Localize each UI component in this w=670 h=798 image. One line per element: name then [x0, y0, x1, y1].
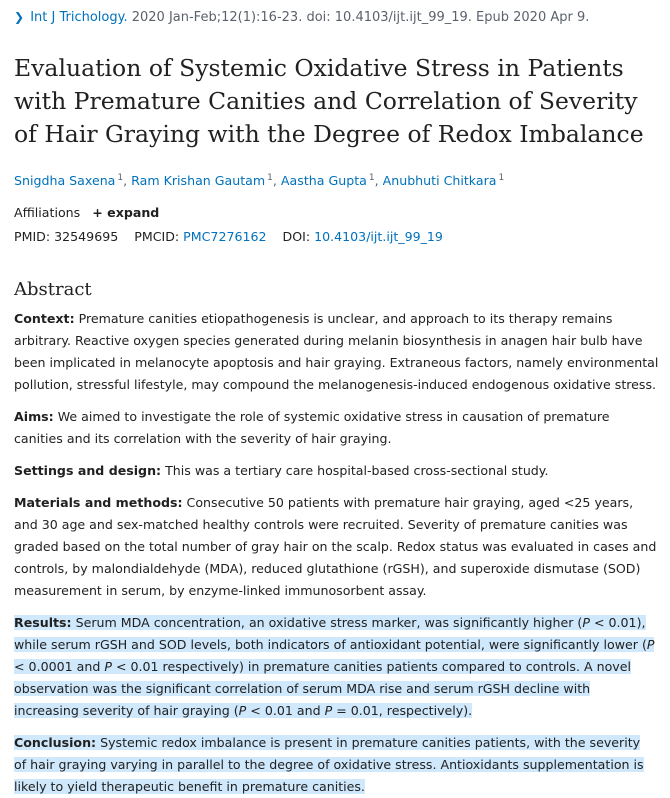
pmcid-link[interactable]: PMC7276162: [183, 229, 267, 245]
section-label: Settings and design:: [14, 463, 162, 479]
article-title: Evaluation of Systemic Oxidative Stress in Patients with Premature Canities and Correlation of Severity of Hair Graying with the Degree of Redox Imbalance: [14, 54, 644, 148]
affiliations-label: Affiliations: [14, 205, 81, 221]
pmid-value: 32549695: [54, 229, 119, 245]
section-label: Conclusion:: [14, 735, 97, 751]
affiliation-ref[interactable]: 1: [498, 173, 505, 183]
section-label: Materials and methods:: [14, 495, 183, 511]
identifiers: [14, 228, 660, 246]
affiliation-ref[interactable]: 1: [368, 173, 375, 183]
abstract-methods: Materials and methods: Consecutive 50 patients with premature hair graying, aged <25 years, and 30 age and sex-matched healthy controls were recruited. Severity of premature canities was graded based on the total number of gray hair on the scalp. Redox status was evaluated in cases and controls, by malondialdehyde (MDA), reduced glutathione (rGSH), and superoxide dismutase (SOD) measurement in serum, by enzyme-linked immunosorbent assay.: [14, 495, 657, 599]
author-link[interactable]: Anubhuti Chitkara: [382, 173, 497, 189]
journal-link[interactable]: Int J Trichology.: [30, 10, 128, 25]
abstract-results: Results: Serum MDA concentration, an oxidative stress marker, was significantly higher (P < 0.01), while serum rGSH and SOD levels, both indicators of antioxidant potential, were significantly lower (P < 0.0001 and P < 0.01 respectively) in premature canities patients compared to controls. A novel observation was the significant correlation of serum MDA rise and serum rGSH decline with increasing severity of hair graying (P < 0.01 and P = 0.01, respectively).: [14, 615, 655, 719]
citation-details: 2020 Jan-Feb;12(1):16-23. doi: 10.4103/ijt.ijt_99_19. Epub 2020 Apr 9.: [131, 10, 590, 25]
pmid-label: PMID:: [14, 229, 51, 245]
section-label: Results:: [14, 615, 72, 631]
abstract-context: Context: Premature canities etiopathogenesis is unclear, and approach to its therapy remains arbitrary. Reactive oxygen species generated during melanin biosynthesis in anagen hair bulb have been implicated in melanocyte apoptosis and hair graying. Extraneous factors, namely environmental pollution, stressful lifestyle, may compound the melanogenesis-induced endogenous oxidative stress.: [14, 311, 659, 393]
abstract-conclusion: Conclusion: Systemic redox imbalance is present in premature canities patients, with the severity of hair graying varying in parallel to the degree of oxidative stress. Antioxidants supplementation is likely to yield therapeutic benefit in premature canities.: [14, 735, 644, 795]
pmcid-label: PMCID:: [134, 229, 180, 245]
section-label: Context:: [14, 311, 75, 327]
affiliations-toggle[interactable]: [14, 204, 660, 222]
author-link[interactable]: Snigdha Saxena: [14, 173, 116, 189]
abstract-aims: Aims: We aimed to investigate the role of systemic oxidative stress in causation of premature canities and its correlation with the severity of hair graying.: [14, 409, 610, 447]
abstract-heading: Abstract: [14, 279, 92, 301]
abstract-settings: Settings and design: This was a tertiary care hospital-based cross-sectional study.: [14, 463, 549, 479]
doi-link[interactable]: 10.4103/ijt.ijt_99_19: [314, 229, 443, 245]
affiliation-ref[interactable]: 1: [267, 173, 273, 183]
author-link[interactable]: Aastha Gupta: [280, 173, 367, 189]
author-list: Snigdha Saxena $^1$, Ram Krishan Gautam $^1$, Aastha Gupta $^1$, Anubhuti Chitkara $^1$: [14, 173, 505, 189]
author-link[interactable]: Ram Krishan Gautam: [131, 173, 266, 189]
expand-button[interactable]: + expand: [92, 205, 160, 221]
section-label: Aims:: [14, 409, 54, 425]
citation-line: [14, 8, 660, 26]
chevron-right-icon: ❯: [14, 10, 25, 24]
affiliation-ref[interactable]: 1: [117, 173, 124, 183]
doi-label: DOI:: [282, 229, 311, 245]
